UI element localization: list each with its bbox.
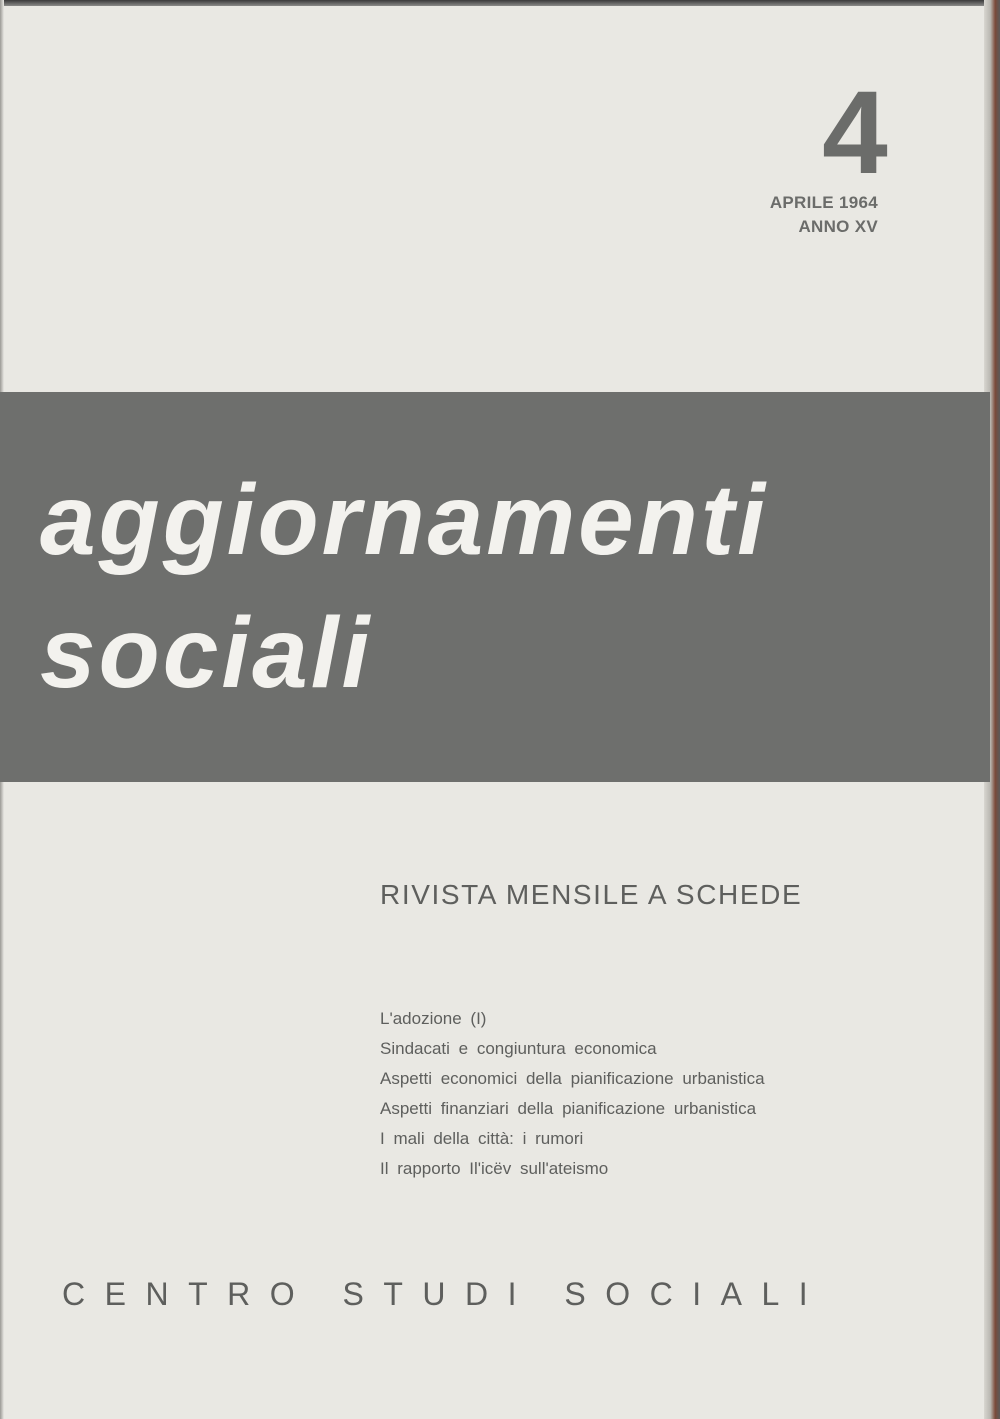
magazine-title-line-1: aggiornamenti xyxy=(40,464,768,576)
issue-year: ANNO XV xyxy=(798,217,878,236)
contents-item: Aspetti finanziari della pianificazione urbanistica xyxy=(380,1099,757,1118)
contents-item: I mali della città: i rumori xyxy=(380,1129,584,1148)
contents-item: Aspetti economici della pianificazione urbanistica xyxy=(380,1069,765,1088)
contents-item: L'adozione (I) xyxy=(380,1009,487,1028)
publisher-name: CENTRO STUDI SOCIALI xyxy=(62,1276,828,1312)
issue-date: APRILE 1964 xyxy=(769,193,878,212)
magazine-title-line-2: sociali xyxy=(40,597,373,709)
contents-item: Il rapporto Il'icëv sull'ateismo xyxy=(380,1159,609,1178)
contents-item: Sindacati e congiuntura economica xyxy=(380,1039,657,1058)
contents-list xyxy=(380,1004,900,1184)
issue-number: 4 xyxy=(822,67,888,199)
magazine-subtitle: RIVISTA MENSILE A SCHEDE xyxy=(380,879,803,910)
page-top-edge xyxy=(0,0,1000,6)
title-band xyxy=(0,392,990,782)
